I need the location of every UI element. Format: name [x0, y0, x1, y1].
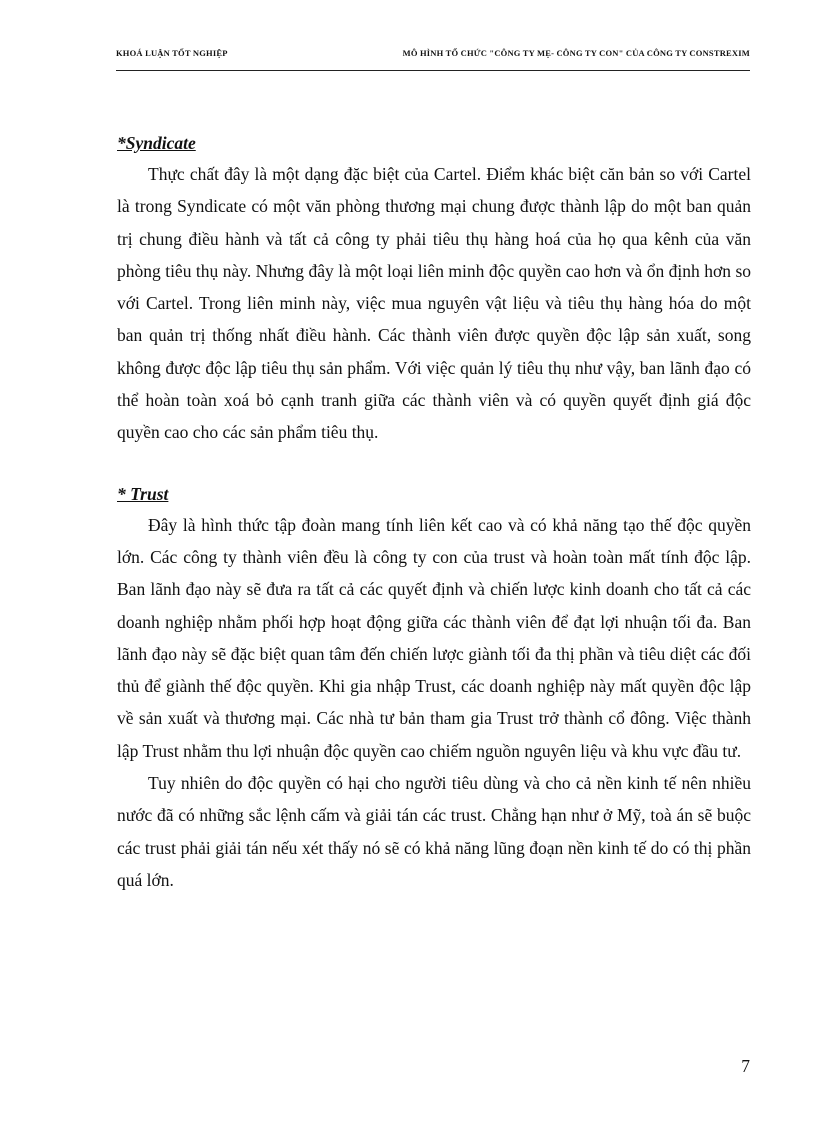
trust-paragraph-2: Tuy nhiên do độc quyền có hại cho người tiêu dùng và cho cả nền kinh tế nên nhiều nước đã có những sắc lệnh cấm và giải tán các trust. Chẳng hạn như ở Mỹ, toà án sẽ buộc các trust phải giải tán nếu xét thấy nó sẽ có khả năng lũng đoạn nền kinh tế do có thị phần quá lớn. — [117, 773, 751, 890]
header-divider — [116, 70, 750, 71]
page-body — [117, 128, 751, 896]
section-title-trust: * Trust — [117, 483, 169, 504]
section-trust — [117, 479, 751, 897]
syndicate-paragraph: Thực chất đây là một dạng đặc biệt của Cartel. Điểm khác biệt căn bản so với Cartel là trong Syndicate có một văn phòng thương mại chung được thành lập do một ban quản trị chung điều hành và tất cả công ty phải tiêu thụ hàng hoá của họ qua kênh của văn phòng tiêu thụ này. Nhưng đây là một loại liên minh độc quyền cao hơn và ổn định hơn so với Cartel. Trong liên minh này, việc mua nguyên vật liệu và tiêu thụ hàng hóa do một ban quản trị thống nhất điều hành. Các thành viên được quyền độc lập sản xuất, song không được độc lập tiêu thụ sản phẩm. Với việc quản lý tiêu thụ như vậy, ban lãnh đạo có thể hoàn toàn xoá bỏ cạnh tranh giữa các thành viên và có quyền quyết định giá độc quyền cao cho các sản phẩm tiêu thụ. — [117, 164, 751, 443]
header-thesis-label: KHOÁ LUẬN TỐT NGHIỆP — [116, 48, 228, 58]
page-number: 7 — [741, 1056, 750, 1076]
section-title-syndicate: *Syndicate — [117, 133, 196, 153]
section-syndicate — [117, 128, 751, 449]
trust-paragraph-1: Đây là hình thức tập đoàn mang tính liên kết cao và có khả năng tạo thế độc quyền lớn. Các công ty thành viên đều là công ty con của trust và hoàn toàn mất tính độc lập. Ban lãnh đạo này sẽ đưa ra tất cả các quyết định và chiến lược kinh doanh cho tất cả các doanh nghiệp nhằm phối hợp hoạt động giữa các thành viên để đạt lợi nhuận tối đa. Ban lãnh đạo này sẽ đặc biệt quan tâm đến chiến lược giành tối đa thị phần và tiêu diệt các đối thủ để giành thế độc quyền. Khi gia nhập Trust, các doanh nghiệp này mất quyền độc lập về sản xuất và thương mại. Các nhà tư bản tham gia Trust trở thành cổ đông. Việc thành lập Trust nhằm thu lợi nhuận độc quyền cao chiếm nguồn nguyên liệu và khu vực đầu tư. — [117, 514, 751, 761]
page-header — [116, 46, 750, 66]
header-document-title: MÔ HÌNH TỔ CHỨC "CÔNG TY MẸ- CÔNG TY CON" CỦA CÔNG TY CONSTREXIM — [402, 48, 750, 58]
